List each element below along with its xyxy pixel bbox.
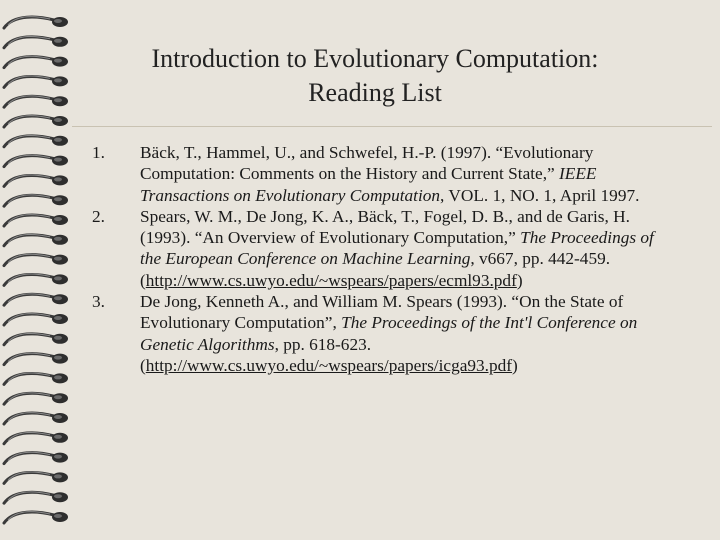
spiral-binding-ring-icon: [4, 56, 68, 67]
spiral-binding-ring-icon: [4, 373, 68, 384]
spiral-binding-ring-icon: [4, 234, 68, 245]
reference-venue: The Proceedings of the European Conference on Machine Learning: [140, 228, 654, 269]
reference-number: 3.: [92, 292, 105, 312]
title-divider: [72, 126, 712, 127]
spiral-binding-ring-icon: [4, 274, 68, 285]
spiral-binding-ring-icon: [4, 492, 68, 503]
slide-title-line2: Reading List: [308, 78, 442, 107]
reference-list: [86, 142, 676, 376]
spiral-binding-ring-icon: [4, 512, 68, 523]
reference-details: , VOL. 1, NO. 1, April 1997.: [440, 185, 640, 205]
slide-title-line1: Introduction to Evolutionary Computation:: [151, 44, 599, 73]
reference-item-1: [86, 142, 676, 206]
link-open-paren: (: [140, 355, 146, 375]
spiral-binding-ring-icon: [4, 195, 68, 206]
link-open-paren: (: [140, 270, 146, 290]
spiral-binding-ring-icon: [4, 96, 68, 107]
reference-link[interactable]: http://www.cs.uwyo.edu/~wspears/papers/ecml93.pdf: [145, 270, 517, 290]
link-close-paren: ): [512, 355, 518, 375]
spiral-binding-ring-icon: [4, 175, 68, 186]
reference-item-2: [86, 206, 676, 291]
reference-venue: IEEE Transactions on Evolutionary Computation: [140, 164, 597, 205]
spiral-binding-ring-icon: [4, 155, 68, 166]
spiral-binding-ring-icon: [4, 413, 68, 424]
spiral-binding-ring-icon: [4, 135, 68, 146]
reference-details: , pp. 618-623.: [274, 334, 372, 354]
reference-number: 1.: [92, 143, 105, 162]
reference-venue: The Proceedings of the Int'l Conference on Genetic Algorithms: [140, 313, 638, 354]
spiral-binding-ring-icon: [4, 17, 68, 28]
slide-title: [80, 42, 670, 110]
reference-item-3: [86, 291, 676, 376]
spiral-binding-ring-icon: [4, 393, 68, 404]
spiral-binding-ring-icon: [4, 36, 68, 47]
spiral-binding-ring-icon: [4, 472, 68, 483]
spiral-binding-ring-icon: [4, 76, 68, 87]
link-close-paren: ): [516, 270, 523, 290]
spiral-binding-ring-icon: [4, 432, 68, 443]
spiral-binding: [0, 0, 90, 540]
spiral-binding-ring-icon: [4, 314, 68, 325]
spiral-binding-ring-icon: [4, 294, 68, 305]
reference-number: 2.: [92, 206, 105, 226]
reference-text: Spears, W. M., De Jong, K. A., Bäck, T., Fogel, D. B., and de Garis, H. (1993). “An Overview of Evolutionary Computation,”: [140, 206, 630, 248]
spiral-binding-ring-icon: [4, 353, 68, 364]
reference-link[interactable]: http://www.cs.uwyo.edu/~wspears/papers/icga93.pdf: [145, 355, 513, 375]
spiral-binding-ring-icon: [4, 254, 68, 265]
spiral-binding-ring-icon: [4, 116, 68, 127]
reference-details: , v667, pp. 442-459.: [470, 249, 611, 269]
spiral-binding-ring-icon: [4, 215, 68, 226]
spiral-binding-ring-icon: [4, 333, 68, 344]
reference-text: Bäck, T., Hammel, U., and Schwefel, H.-P. (1997). “Evolutionary Computation: Comments on the History and Current State,”: [140, 143, 594, 184]
reference-text: De Jong, Kenneth A., and William M. Spears (1993). “On the State of Evolutionary Computation”,: [140, 292, 624, 333]
spiral-binding-ring-icon: [4, 452, 68, 463]
